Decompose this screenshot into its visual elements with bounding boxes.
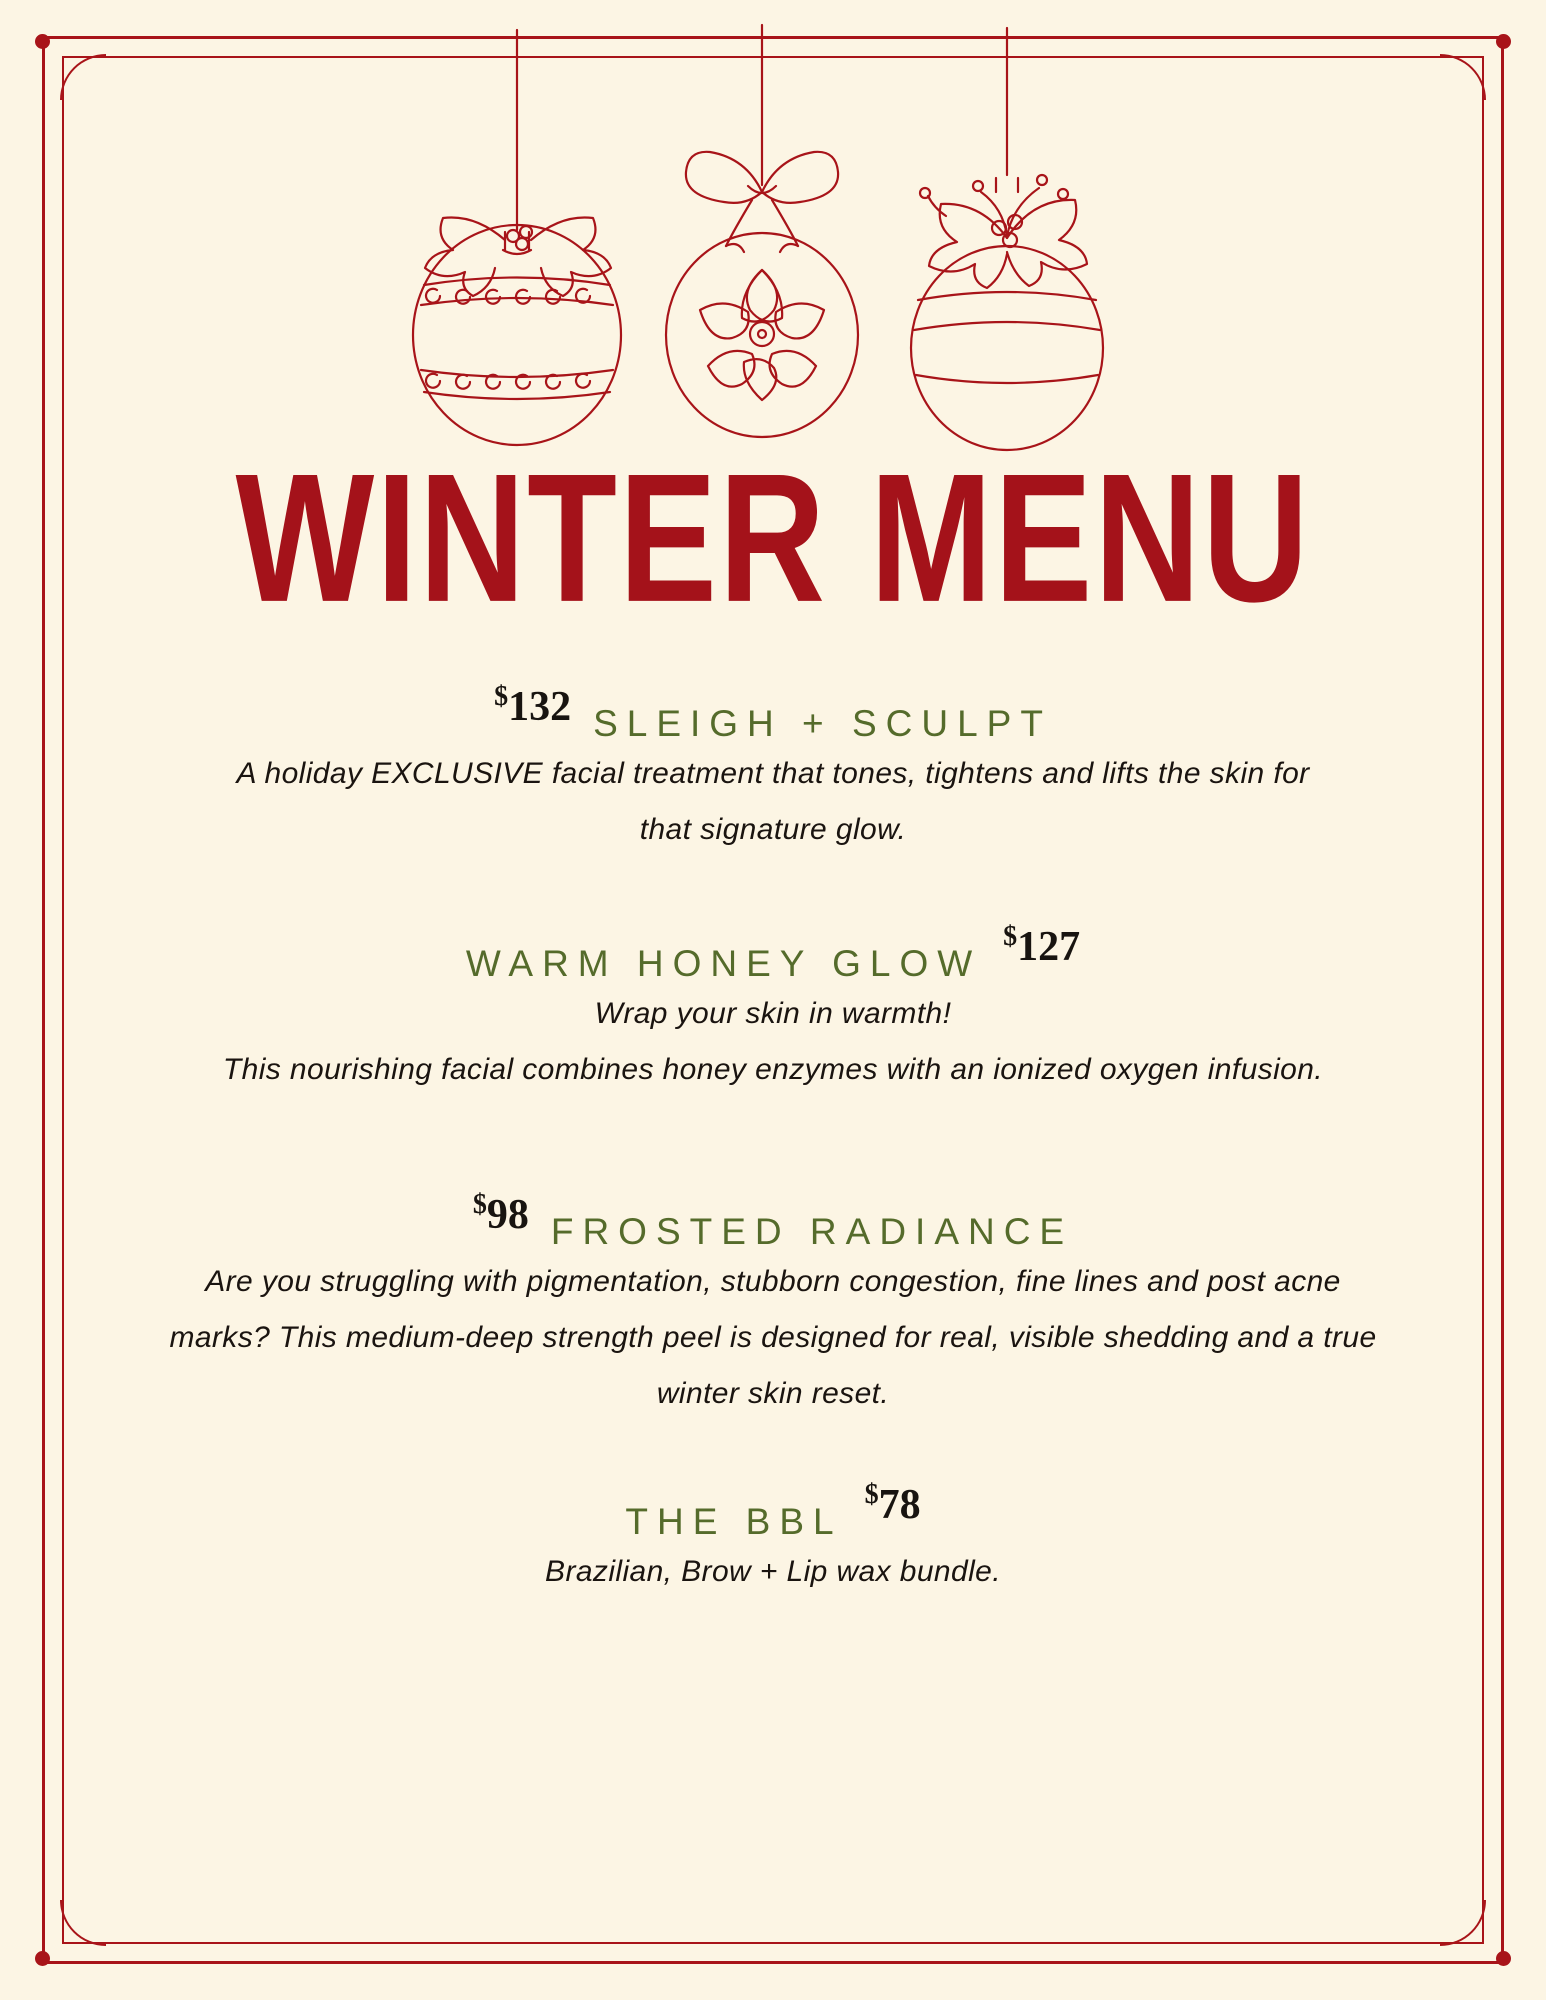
price-value: 127 [1017, 924, 1081, 970]
corner-dot-bottom-right [1496, 1951, 1511, 1966]
menu-item-name: FROSTED RADIANCE [550, 1211, 1074, 1252]
currency-symbol: $ [472, 1189, 487, 1220]
menu-item-description-line1: Wrap your skin in warmth! [594, 997, 952, 1030]
menu-item-name: THE BBL [625, 1501, 843, 1542]
bow-poinsettia-ornament-icon [666, 152, 858, 437]
menu-item-name: SLEIGH + SCULPT [593, 703, 1052, 744]
price-value: 98 [486, 1192, 529, 1238]
menu-item-the-bbl [120, 1479, 1426, 1600]
menu-item-sleigh-sculpt [120, 681, 1426, 858]
menu-item-price [1003, 921, 1081, 970]
ornaments-illustration [0, 0, 1546, 470]
menu-item-frosted-radiance [120, 1189, 1426, 1422]
menu-list [120, 681, 1426, 1600]
price-value: 78 [878, 1482, 921, 1528]
menu-item-description: Brazilian, Brow + Lip wax bundle. [545, 1555, 1001, 1588]
menu-item-name: WARM HONEY GLOW [465, 943, 982, 984]
menu-item-description: This nourishing facial combines honey enzymes with an ionized oxygen infusion. [222, 1053, 1324, 1086]
currency-symbol: $ [494, 681, 509, 712]
spacer [120, 1422, 1426, 1488]
spacer [120, 858, 1426, 930]
menu-item-price [472, 1189, 529, 1238]
menu-item-description: A holiday EXCLUSIVE facial treatment that tones, tightens and lifts the skin for that signature glow. [236, 757, 1310, 846]
menu-item-warm-honey-glow [120, 921, 1426, 1098]
holly-berry-ornament-icon [911, 175, 1103, 450]
menu-item-description: Are you struggling with pigmentation, stubborn congestion, fine lines and post acne marks? This medium-deep strength peel is designed for real, visible shedding and a true winter skin reset. [169, 1265, 1377, 1410]
currency-symbol: $ [1003, 921, 1018, 952]
page-title: WINTER MENU [235, 434, 1311, 640]
striped-swirl-ornament-icon [413, 217, 621, 445]
currency-symbol: $ [864, 1479, 879, 1510]
price-value: 132 [508, 684, 572, 730]
menu-item-price [494, 681, 572, 730]
corner-dot-bottom-left [35, 1951, 50, 1966]
menu-item-price [864, 1479, 921, 1528]
spacer [120, 1098, 1426, 1198]
